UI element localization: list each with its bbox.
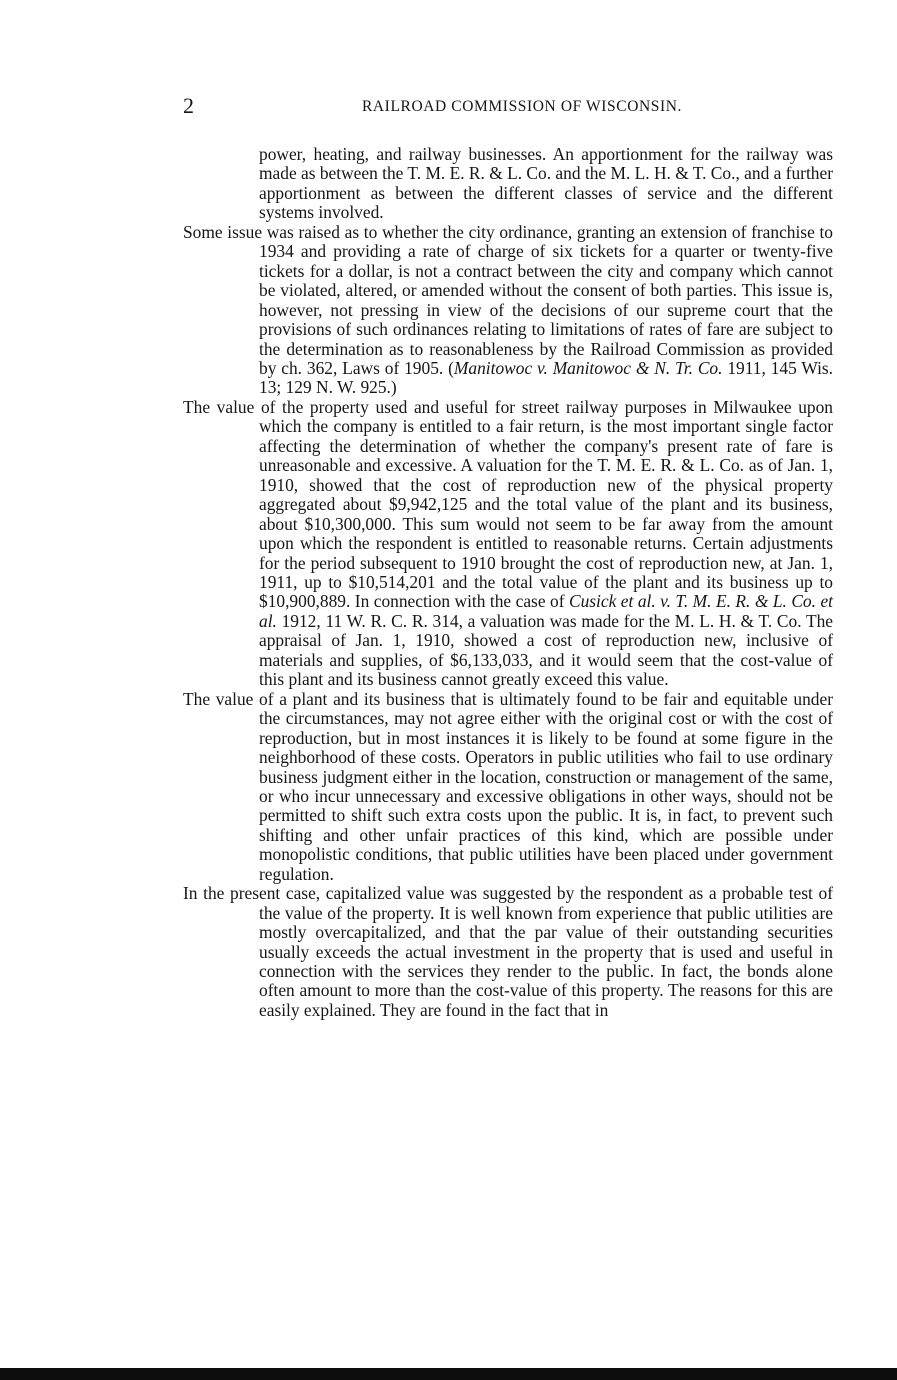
paragraph-text: The value of a plant and its business that is ultimately found to be fair and equitable under the circumstances, may not agree either with the original cost or with the cost of reproduction, but in most instances it is likely to be found at some figure in the neighborhood of these costs. Operators in public utilities who fail to use ordinary business judgment either in the location, construction or management of the same, or who incur unnecessary and excessive obligations in other ways, should not be permitted to shift such extra costs upon the public. It is, in fact, to prevent such shifting and other unfair practices of this kind, which are possible under monopolistic conditions, that public utilities have been placed under government regulation. — [183, 688, 833, 884]
paragraph-continuation — [183, 145, 833, 223]
paragraph — [183, 398, 833, 690]
case-citation: Manitowoc v. Manitowoc & N. Tr. Co. — [453, 357, 723, 378]
scan-edge-bar — [0, 1368, 897, 1380]
paragraph-text: power, heating, and railway businesses. An apportionment for the railway was made as between the T. M. E. R. & L. Co. and the M. L. H. & T. Co., and a further apportionment as between the different classes of service and the different systems involved. — [259, 144, 833, 223]
paragraph — [183, 884, 833, 1020]
paragraph-text: 1912, 11 W. R. C. R. 314, a valuation was made for the M. L. H. & T. Co. The appraisal of Jan. 1, 1910, showed a cost of reproduction new, inclusive of materials and supplies, of $6,133,033, and it would seem that the cost-value of this plant and its business cannot greatly exceed this value. — [259, 610, 833, 690]
paragraph-text: The value of the property used and useful for street railway purposes in Milwaukee upon which the company is entitled to a fair return, is the most important single factor affecting the determination of whether the company's present rate of fare is unreasonable and excessive. A valuation for the T. M. E. R. & L. Co. as of Jan. 1, 1910, showed that the cost of reproduction new of the physical property aggregated about $9,942,125 and the total value of the plant and its business, about $10,300,000. This sum would not seem to be far away from the amount upon which the respondent is entitled to reasonable returns. Certain adjustments for the period subsequent to 1910 brought the cost of reproduction new, at Jan. 1, 1911, up to $10,514,201 and the total value of the plant and its business up to $10,900,889. In connection with the case of — [183, 396, 833, 612]
case-citation: Cusick et al. v. T. M. E. R. & L. Co. et al. — [259, 591, 834, 631]
page-header — [183, 92, 835, 120]
paragraph — [183, 223, 833, 398]
paragraph-text: In the present case, capitalized value was suggested by the respondent as a probable test of the value of the property. It is well known from experience that public utilities are mostly overcapitalized, and that the par value of their outstanding securities usually exceeds the actual investment in the property that is used and useful in connection with the services they render to the public. In fact, the bonds alone often amount to more than the cost-value of this property. The reasons for this are easily explained. They are found in the fact that in — [183, 883, 833, 1020]
body-text — [183, 145, 833, 1020]
paragraph — [183, 690, 833, 885]
page-number: 2 — [183, 93, 194, 118]
paragraph-text: 1911, 145 Wis. 13; 129 N. W. 925.) — [259, 357, 834, 398]
paragraph-text: Some issue was raised as to whether the city ordinance, granting an extension of franchise to 1934 and providing a rate of charge of six tickets for a quarter or twenty-five tickets for a dollar, is not a contract between the city and company which cannot be violated, altered, or amended without the consent of both parties. This issue is, however, not pressing in view of the decisions of our supreme court that the provisions of such ordinances relating to limitations of rates of fare are subject to the determination as to reasonableness by the Railroad Commission as provided by ch. 362, Laws of 1905. ( — [183, 221, 833, 378]
running-head: RAILROAD COMMISSION OF WISCONSIN. — [361, 98, 683, 115]
